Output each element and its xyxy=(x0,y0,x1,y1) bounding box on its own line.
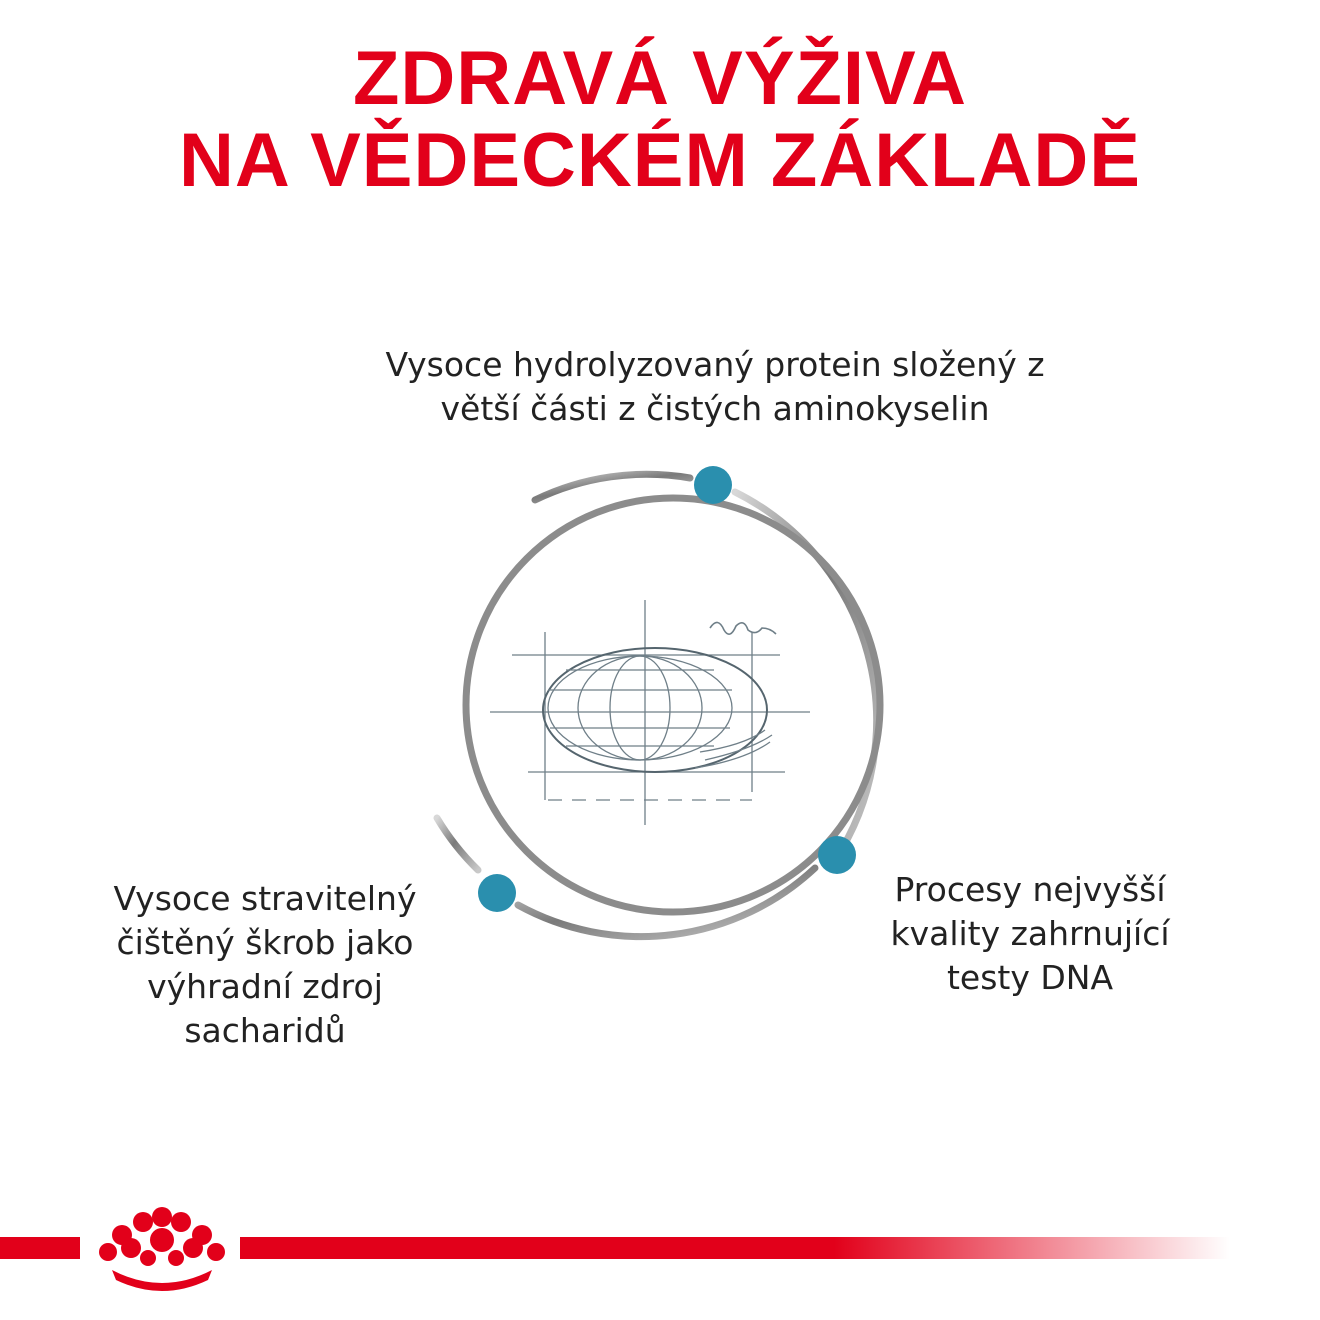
teal-dot-top xyxy=(694,466,732,504)
benefit-top-line-2: větší části z čistých aminokyselin xyxy=(440,389,990,428)
page-title xyxy=(0,38,1320,202)
footer-band xyxy=(0,1200,1320,1300)
title-line-1: ZDRAVÁ VÝŽIVA xyxy=(353,36,967,121)
benefits-diagram xyxy=(420,460,900,960)
royal-canin-crown-logo xyxy=(99,1207,225,1291)
teal-dot-right xyxy=(818,836,856,874)
benefit-top-line-1: Vysoce hydrolyzovaný protein složený z xyxy=(385,345,1045,384)
benefit-left-text xyxy=(90,877,440,1053)
inner-ring xyxy=(466,498,880,912)
kibble-sketch-icon xyxy=(490,600,810,825)
footer-stripe-right xyxy=(240,1237,1230,1259)
benefit-right-line-2: kvality zahrnující xyxy=(890,914,1170,953)
footer-stripe-left xyxy=(0,1237,80,1259)
benefit-left-line-3: výhradní zdroj xyxy=(147,967,383,1006)
benefit-left-line-4: sacharidů xyxy=(184,1011,346,1050)
benefit-top-text xyxy=(330,343,1100,431)
benefit-left-line-1: Vysoce stravitelný xyxy=(113,879,417,918)
benefit-right-line-3: testy DNA xyxy=(946,958,1114,997)
teal-dot-left xyxy=(478,874,516,912)
outer-ring-arc-left xyxy=(437,818,478,870)
benefit-right-text xyxy=(860,868,1200,1000)
title-line-2: NA VĚDECKÉM ZÁKLADĚ xyxy=(179,118,1141,203)
benefit-right-line-1: Procesy nejvyšší xyxy=(894,870,1166,909)
benefit-left-line-2: čištěný škrob jako xyxy=(116,923,414,962)
